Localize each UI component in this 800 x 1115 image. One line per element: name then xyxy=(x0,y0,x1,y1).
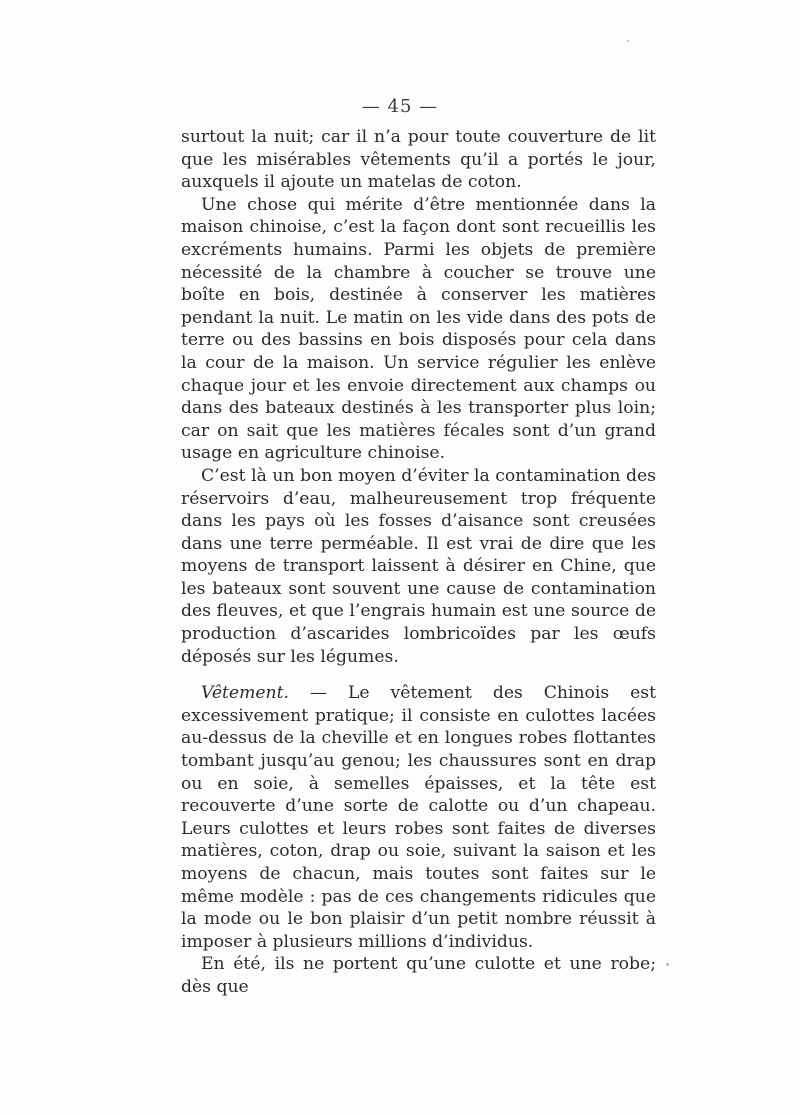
paragraph-excrement-collection: Une chose qui mérite d’être mentionnée dans la maison chinoise, c’est la façon dont sont recueillis les excréments humains. Parmi les objets de première nécessité de la chambre à coucher se trouve une boîte en bois, destinée à conserver les matières pendant la nuit. Le matin on les vide dans des pots de terre ou des bassins en bois disposés pour cela dans la cour de la maison. Un service régulier les enlève chaque jour et les envoie directement aux champs ou dans des bateaux destinés à les transporter plus loin; car on sait que les matières fécales sont d’un grand usage en agriculture chinoise. xyxy=(181,194,656,464)
paragraph-clothing-text: — Le vêtement des Chinois est excessivement pratique; il consiste en culottes lacées au-dessus de la cheville et en longues robes flottantes tombant jusqu’au genou; les chaussures sont en drap ou en soie, à semelles épaisses, et la tête est recouverte d’une sorte de calotte ou d’un chapeau. Leurs culottes et leurs robes sont faites de diverses matières, coton, drap ou soie, suivant la saison et les moyens de chacun, mais toutes sont faites sur le même modèle : pas de ces changements ridicules que la mode ou le bon plaisir d’un petit nombre réussit à imposer à plusieurs millions d’individus. xyxy=(181,683,656,952)
paragraph-contamination: C’est là un bon moyen d’éviter la contamination des réservoirs d’eau, malheureusement trop fréquente dans les pays où les fosses d’aisance sont creusées dans une terre perméable. Il est vrai de dire que les moyens de transport laissent à désirer en Chine, que les bateaux sont souvent une cause de contamination des fleuves, et que l’engrais humain est une source de production d’ascarides lombricoïdes par les œufs déposés sur les légumes. xyxy=(181,465,656,667)
section-title-vetement: Vêtement. xyxy=(201,683,289,704)
paragraph-continuation: surtout la nuit; car il n’a pour toute couverture de lit que les misérables vêtements qu’il a portés le jour, auxquels il ajoute un matelas de coton. xyxy=(181,127,656,193)
paragraph-summer: En été, ils ne portent qu’une culotte et une robe; dès que xyxy=(181,954,656,997)
page-number: — 45 — xyxy=(361,96,439,117)
paper-speck xyxy=(666,963,669,966)
paper-speck xyxy=(627,40,629,42)
paragraph-clothing xyxy=(181,682,656,953)
body-text xyxy=(181,126,656,999)
